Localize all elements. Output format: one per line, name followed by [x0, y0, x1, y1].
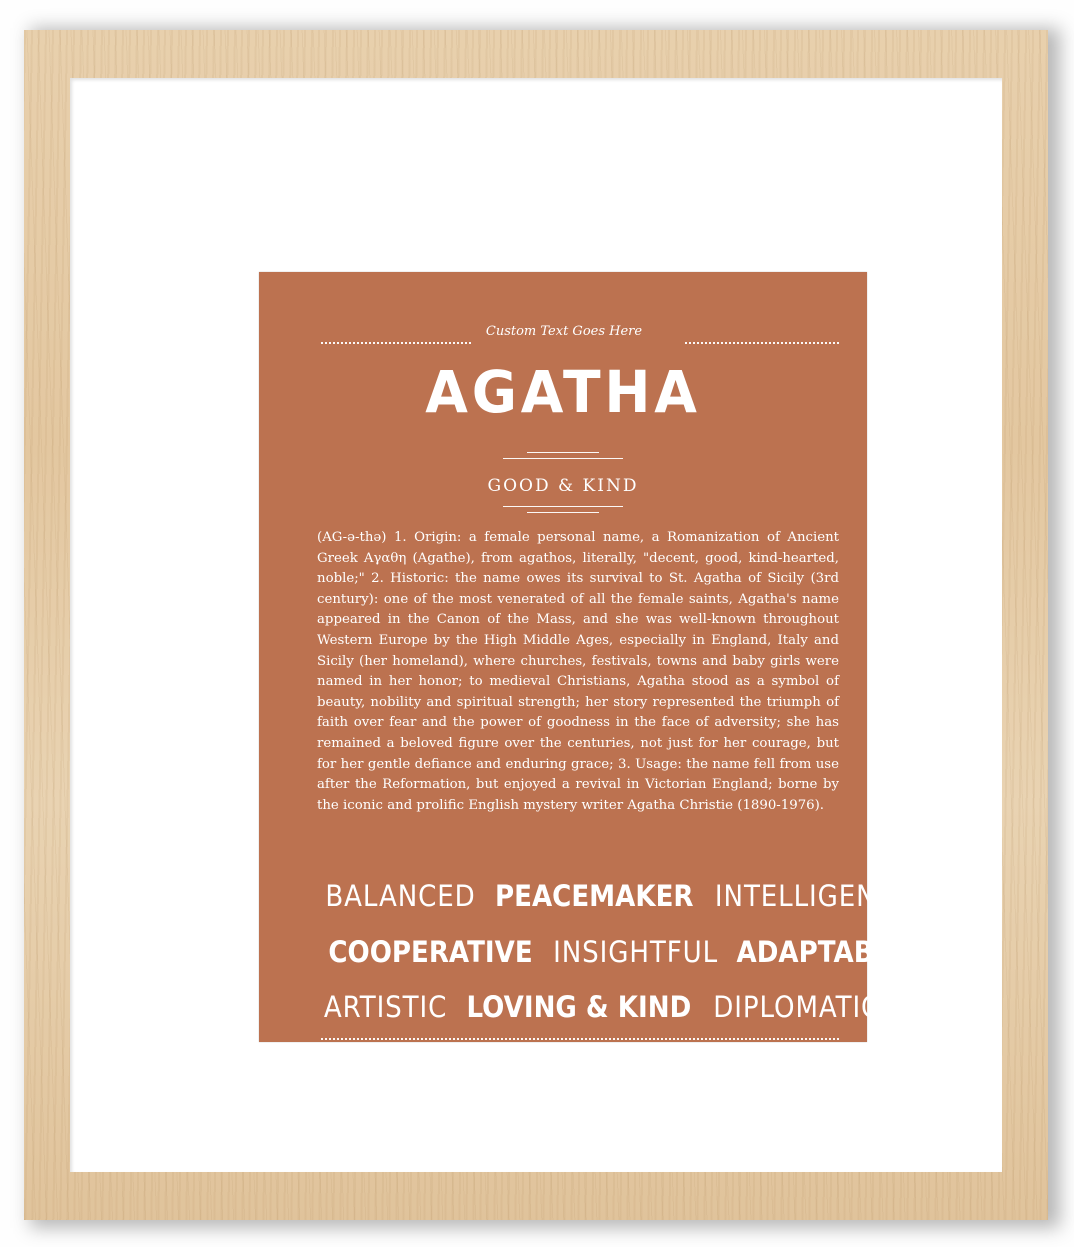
white-mat: [70, 78, 1002, 1172]
trait-word: INSIGHTFUL: [553, 935, 719, 969]
trait-row-1: [317, 878, 893, 914]
name-meaning: GOOD & KIND: [487, 476, 639, 496]
ornament-line-long: [503, 458, 623, 459]
trait-word: ARTISTIC: [323, 990, 448, 1024]
trait-word: LOVING & KIND: [466, 990, 692, 1024]
ornament-line-long-lower: [503, 506, 623, 507]
trait-row-2: [317, 934, 909, 970]
name-definition: (AG-ə-thə) 1. Origin: a female personal name, a Romanization of Ancient Greek Αγαθη (Agathe), from agathos, literally, "decent, good, kind-hearted, noble;" 2. Historic: the name owes its survival to St. Agatha of Sicily (3rd century): one of the most venerated of all the female saints, Agatha's name appeared in the Canon of the Mass, and she was well-known throughout Western Europe by the High Middle Ages, especially in England, Italy and Sicily (her homeland), where churches, festivals, towns and baby girls were named in her honor; to medieval Christians, Agatha stood as a symbol of beauty, nobility and spiritual strength; her story represented the triumph of faith over fear and the power of goodness in the face of adversity; she has remained a beloved figure over the centuries, not just for her courage, but for her gentle defiance and enduring grace; 3. Usage: the name fell from use after the Reformation, but enjoyed a revival in Victorian England; borne by the iconic and prolific English mystery writer Agatha Christie (1890-1976).: [317, 530, 839, 813]
custom-text: Custom Text Goes Here: [485, 324, 643, 339]
top-left-dotted-rule: [321, 342, 471, 344]
bottom-dotted-rule: [321, 1038, 839, 1040]
trait-word: INTELLIGENT: [714, 879, 893, 913]
name-print: [259, 272, 909, 1042]
name-title: AGATHA: [425, 358, 701, 426]
trait-word: ADAPTABLE: [736, 935, 909, 969]
ornament-line-short: [527, 452, 599, 453]
trait-word: BALANCED: [325, 879, 476, 913]
top-right-dotted-rule: [685, 342, 839, 344]
frame-opening: [70, 78, 1002, 1172]
ornament-line-short-lower: [527, 512, 599, 513]
trait-word: COOPERATIVE: [328, 935, 533, 969]
trait-word: DIPLOMATIC: [713, 990, 880, 1024]
trait-word: PEACEMAKER: [495, 879, 694, 913]
wood-frame: [24, 30, 1048, 1220]
trait-row-3: [317, 989, 880, 1025]
